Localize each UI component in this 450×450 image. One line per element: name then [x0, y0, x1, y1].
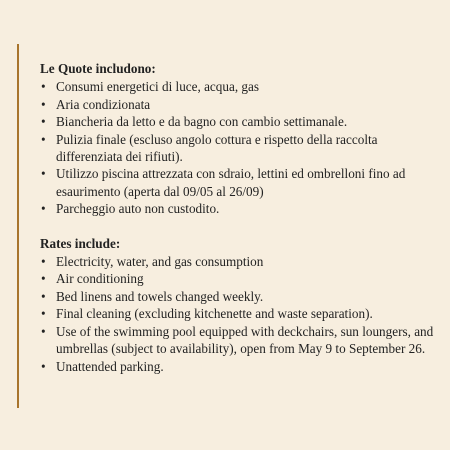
- list-item-text: Parcheggio auto non custodito.: [56, 201, 220, 217]
- list-item-text: Pulizia finale (escluso angolo cottura e rispetto della raccolta differenziata dei rifiuti).: [56, 131, 378, 165]
- list-item-text: Final cleaning (excluding kitchenette and waste separation).: [56, 306, 373, 322]
- list-item: [40, 270, 440, 287]
- list-item-text: Biancheria da letto e da bagno con cambio settimanale.: [56, 114, 348, 130]
- section-heading-english: Rates include:: [40, 235, 121, 251]
- bullet-icon: •: [41, 79, 46, 95]
- rates-content: [40, 60, 440, 375]
- bullet-icon: •: [41, 166, 46, 182]
- list-item-text: Use of the swimming pool equipped with deckchairs, sun loungers, and umbrellas (subject to availability), open from May 9 to September 26.: [56, 323, 434, 357]
- bullet-icon: •: [41, 201, 46, 217]
- list-item: [40, 113, 440, 130]
- list-item-text: Utilizzo piscina attrezzata con sdraio, lettini ed ombrelloni fino ad esaurimento (aperta dal 09/05 al 26/09): [56, 166, 406, 199]
- list-item: [40, 358, 440, 375]
- list-item: [40, 131, 440, 166]
- list-item: [40, 305, 440, 322]
- list-item: [40, 200, 440, 217]
- list-item-text: Aria condizionata: [56, 96, 151, 112]
- section-heading-italian: Le Quote includono:: [40, 61, 156, 76]
- accent-bar: [17, 44, 19, 408]
- bullet-icon: •: [41, 114, 46, 130]
- section-english: [40, 235, 440, 375]
- english-inclusions-list: [40, 253, 440, 375]
- list-item-text: Consumi energetici di luce, acqua, gas: [56, 79, 260, 95]
- list-item: [40, 78, 440, 95]
- list-item: [40, 253, 440, 270]
- bullet-icon: •: [41, 131, 46, 147]
- list-item-text: Unattended parking.: [56, 358, 164, 374]
- list-item: [40, 323, 440, 358]
- bullet-icon: •: [41, 306, 46, 322]
- list-item-text: Air conditioning: [56, 271, 144, 287]
- list-item: [40, 165, 440, 200]
- list-item: [40, 96, 440, 113]
- bullet-icon: •: [41, 254, 46, 270]
- list-item: [40, 288, 440, 305]
- bullet-icon: •: [41, 288, 46, 304]
- italian-inclusions-list: [40, 78, 440, 217]
- list-item-text: Electricity, water, and gas consumption: [56, 254, 264, 270]
- section-italian: [40, 60, 440, 218]
- bullet-icon: •: [41, 358, 46, 374]
- bullet-icon: •: [41, 96, 46, 112]
- list-item-text: Bed linens and towels changed weekly.: [56, 288, 264, 304]
- bullet-icon: •: [41, 271, 46, 287]
- bullet-icon: •: [41, 323, 46, 339]
